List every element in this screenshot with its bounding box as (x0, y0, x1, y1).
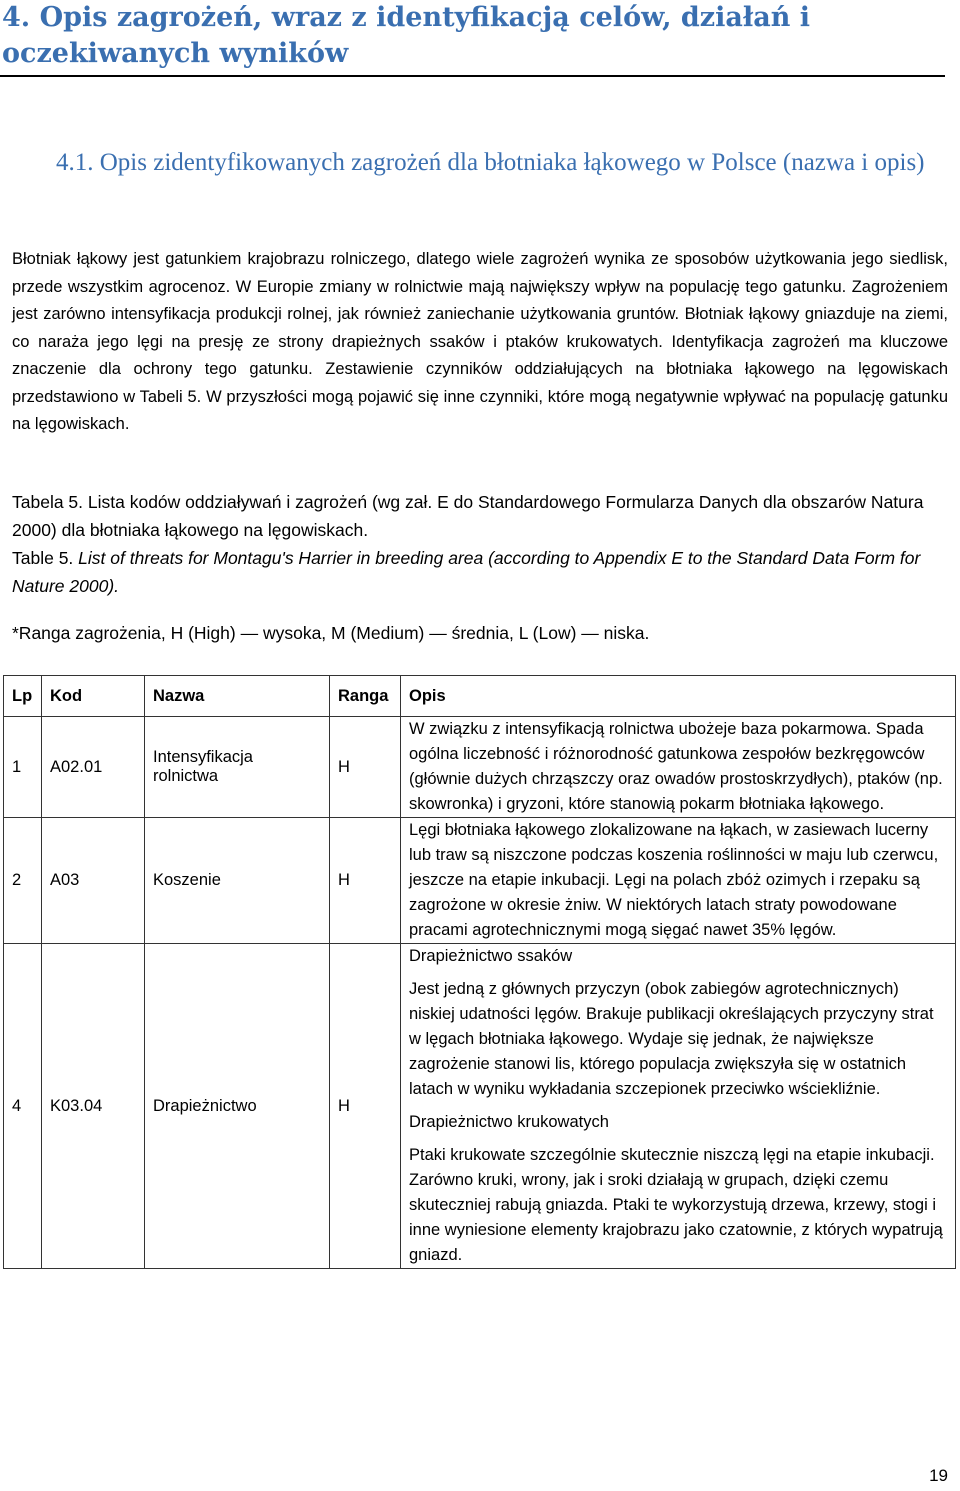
table-row (4, 944, 956, 1269)
subsection-title: 4.1. Opis zidentyfikowanych zagrożeń dla błotniaka łąkowego w Polsce (nazwa i opis) (56, 149, 925, 176)
cell-lp: 2 (4, 818, 42, 944)
cell-kod: K03.04 (42, 944, 145, 1269)
ranga-note: *Ranga zagrożenia, H (High) — wysoka, M (Medium) — średnia, L (Low) — niska. (12, 623, 650, 643)
cell-ranga: H (330, 944, 401, 1269)
opis-subheading: Drapieżnictwo ssaków (409, 947, 573, 965)
opis-paragraph: Jest jedną z głównych przyczyn (obok zabiegów agrotechnicznych) niskiej udatności lęgów. Brakuje publikacji określających przyczyny strat w lęgach błotniaka łąkowego. Wydaje się jednak, że największe zagrożenie stanowi lis, którego populacja zwiększyła się w ostatnich latach w wyniku wykładania szczepionek przeciwko wściekliźnie. (409, 980, 934, 1098)
header-lp: Lp (4, 676, 42, 717)
cell-opis (401, 717, 956, 818)
cell-lp: 4 (4, 944, 42, 1269)
table-caption-en (12, 545, 948, 600)
header-kod: Kod (42, 676, 145, 717)
table-caption-en-label: Table 5. (12, 548, 74, 568)
header-ranga: Ranga (330, 676, 401, 717)
table-caption-en-text: List of threats for Montagu's Harrier in breeding area (according to Appendix E to the Standard Data Form for Nature 2000). (12, 548, 921, 596)
page-number: 19 (929, 1466, 948, 1485)
cell-opis (401, 944, 956, 1269)
table-header-row (4, 676, 956, 717)
cell-nazwa: Drapieżnictwo (145, 944, 330, 1269)
cell-nazwa: Koszenie (145, 818, 330, 944)
section-title-rule (0, 75, 945, 77)
cell-opis (401, 818, 956, 944)
table-row (4, 717, 956, 818)
section-title: 4. Opis zagrożeń, wraz z identyfikacją celów, działań i oczekiwanych wyników (2, 2, 811, 69)
threats-table (3, 675, 956, 1269)
cell-ranga: H (330, 717, 401, 818)
cell-kod: A03 (42, 818, 145, 944)
opis-paragraph: Ptaki krukowate szczególnie skutecznie niszczą lęgi na etapie inkubacji. Zarówno kruki, wrony, jak i sroki działają w grupach, dzięki czemu skuteczniej rabują gniazda. Ptaki te wykorzystują drzewa, krzewy, stogi i inne wyniesione elementy krajobrazu jako czatownie, z których wypatrują gniazd. (409, 1146, 943, 1264)
opis-paragraph: W związku z intensyfikacją rolnictwa ubożeje baza pokarmowa. Spada ogólna liczebność i różnorodność gatunkowa zespołów bezkręgowców (głównie dużych chrząszczy oraz owadów prostoskrzydłych), ptaków (np. skowronka) i gryzoni, które stanowią pokarm błotniaka łąkowego. (409, 720, 943, 813)
header-nazwa: Nazwa (145, 676, 330, 717)
opis-paragraph: Lęgi błotniaka łąkowego zlokalizowane na łąkach, w zasiewach lucerny lub traw są niszczone podczas koszenia roślinności w maju lub czerwcu, jeszcze na etapie inkubacji. Lęgi na polach zbóż ozimych i rzepaku są zagrożone w okresie żniw. W niektórych latach straty powodowane pracami agrotechnicznymi mogą sięgać nawet 35% lęgów. (409, 821, 939, 939)
table-row (4, 818, 956, 944)
cell-kod: A02.01 (42, 717, 145, 818)
intro-paragraph: Błotniak łąkowy jest gatunkiem krajobrazu rolniczego, dlatego wiele zagrożeń wynika ze sposobów użytkowania jego siedlisk, przede wszystkim agrocenoz. W Europie zmiany w rolnictwie mają największy wpływ na populację tego gatunku. Zagrożeniem jest zarówno intensyfikacja produkcji rolnej, jak również zaniechanie użytkowania gruntów. Błotniak łąkowy gniazduje na ziemi, co naraża jego lęgi na presję ze strony drapieżnych ssaków i ptaków krukowatych. Identyfikacja zagrożeń ma kluczowe znaczenie dla ochrony tego gatunku. Zestawienie czynników oddziałujących na błotniaka łąkowego na lęgowiskach przedstawiono w Tabeli 5. W przyszłości mogą pojawić się inne czynniki, które mogą negatywnie wpływać na populację gatunku na lęgowiskach. (12, 250, 948, 433)
header-opis: Opis (401, 676, 956, 717)
opis-subheading: Drapieżnictwo krukowatych (409, 1113, 609, 1131)
cell-nazwa: Intensyfikacja rolnictwa (145, 717, 330, 818)
table-caption-pl: Tabela 5. Lista kodów oddziaływań i zagrożeń (wg zał. E do Standardowego Formularza Danych dla obszarów Natura 2000) dla błotniaka łąkowego na lęgowiskach. (12, 492, 924, 540)
cell-ranga: H (330, 818, 401, 944)
cell-lp: 1 (4, 717, 42, 818)
